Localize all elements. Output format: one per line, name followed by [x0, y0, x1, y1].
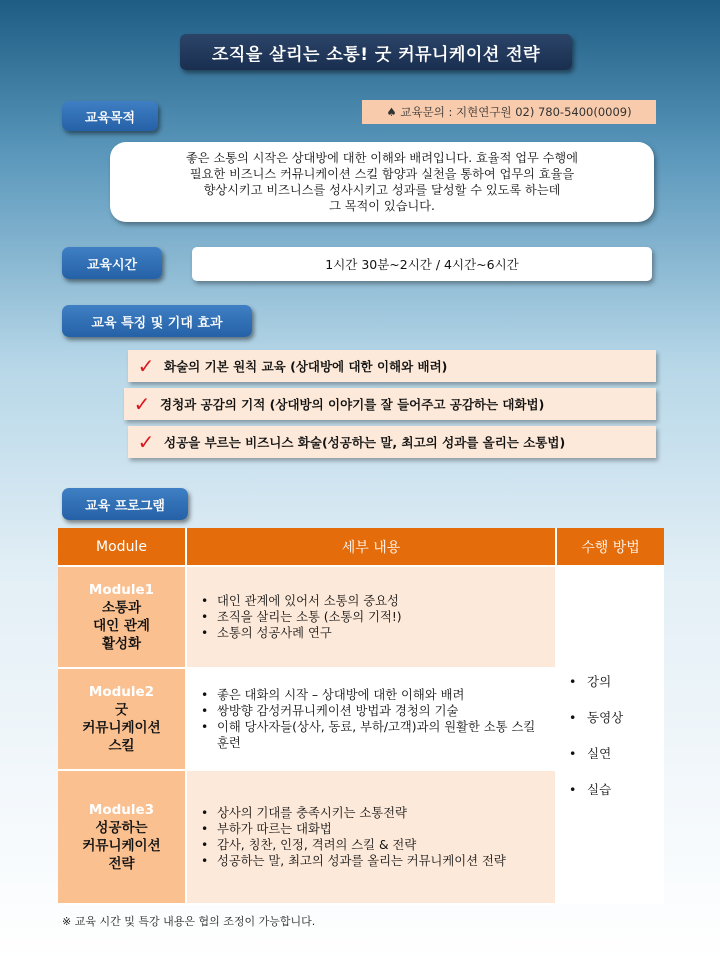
check-mark-icon: ✓: [133, 392, 151, 416]
module-name-line: 활성화: [101, 636, 142, 652]
feature-text: 화술의 기본 원칙 교육 (상대방에 대한 이해와 배려): [164, 359, 448, 374]
content-item: • 감사, 칭찬, 인정, 격려의 스킬 & 전략: [201, 837, 547, 853]
program-label: 교육 프로그램: [62, 488, 188, 520]
method-item: • 동영상: [569, 700, 664, 736]
module-cell: [58, 668, 186, 770]
method-item: • 실연: [569, 736, 664, 772]
module-number: Module2: [88, 684, 155, 700]
method-item: • 강의: [569, 664, 664, 700]
content-cell: [186, 770, 556, 904]
header-module: Module: [58, 528, 186, 566]
module-name-line: 소통과: [101, 600, 142, 616]
page-title: 조직을 살리는 소통! 굿 커뮤니케이션 전략: [180, 34, 572, 70]
module-number: Module3: [88, 802, 155, 818]
content-item: • 이해 당사자들(상사, 동료, 부하/고객)과의 원활한 소통 스킬 훈련: [201, 719, 547, 751]
module-name-line: 성공하는: [95, 820, 148, 836]
content-item: • 상사의 기대를 충족시키는 소통전략: [201, 805, 547, 821]
module-cell: [58, 770, 186, 904]
module-name-line: 전략: [108, 856, 135, 872]
purpose-line: 좋은 소통의 시작은 상대방에 대한 이해와 배려입니다. 효율적 업무 수행에: [186, 151, 578, 165]
content-item: • 성공하는 말, 최고의 성과를 올리는 커뮤니케이션 전략: [201, 853, 547, 869]
check-mark-icon: ✓: [137, 430, 155, 454]
module-name-line: 스킬: [108, 738, 135, 754]
purpose-line: 그 목적이 있습니다.: [329, 199, 435, 213]
content-item: • 쌍방향 감성커뮤니케이션 방법과 경청의 기술: [201, 703, 547, 719]
time-label: 교육시간: [62, 247, 162, 279]
table-header-row: [58, 528, 664, 566]
content-item: • 조직을 살리는 소통 (소통의 기적!): [201, 609, 547, 625]
purpose-line: 필요한 비즈니스 커뮤니케이션 스킬 함양과 실천을 통하여 업무의 효율을: [189, 167, 575, 181]
header-method: 수행 방법: [556, 528, 664, 566]
module-number: Module1: [88, 582, 155, 598]
check-mark-icon: ✓: [137, 354, 155, 378]
program-table: [58, 528, 664, 905]
header-content: 세부 내용: [186, 528, 556, 566]
content-item: • 소통의 성공사례 연구: [201, 625, 547, 641]
method-cell: [556, 566, 664, 904]
table-row: [58, 566, 664, 668]
method-item: • 실습: [569, 772, 664, 808]
content-item: • 좋은 대화의 시작 – 상대방에 대한 이해와 배려: [201, 687, 547, 703]
module-cell: [58, 566, 186, 668]
module-name-line: 굿: [114, 702, 129, 718]
feature-text: 경청과 공감의 기적 (상대방의 이야기를 잘 들어주고 공감하는 대화법): [160, 397, 545, 412]
module-name-line: 커뮤니케이션: [82, 720, 161, 736]
purpose-description: [110, 142, 654, 222]
time-value: 1시간 30분~2시간 / 4시간~6시간: [192, 247, 652, 281]
feature-item: [124, 388, 656, 420]
module-name-line: 대인 관계: [93, 618, 150, 634]
purpose-label: 교육목적: [62, 101, 158, 131]
feature-text: 성공을 부르는 비즈니스 화술(성공하는 말, 최고의 성과를 올리는 소통법): [164, 435, 566, 450]
footnote: ※ 교육 시간 및 특강 내용은 협의 조정이 가능합니다.: [62, 915, 316, 928]
features-label: 교육 특징 및 기대 효과: [62, 305, 252, 337]
content-cell: [186, 668, 556, 770]
feature-item: [128, 350, 656, 382]
content-item: • 부하가 따르는 대화법: [201, 821, 547, 837]
purpose-line: 향상시키고 비즈니스를 성사시키고 성과를 달성할 수 있도록 하는데: [203, 183, 561, 197]
module-name-line: 커뮤니케이션: [82, 838, 161, 854]
feature-item: [128, 426, 656, 458]
content-cell: [186, 566, 556, 668]
contact-info: ♠ 교육문의 : 지현연구원 02) 780-5400(0009): [362, 100, 656, 124]
content-item: • 대인 관계에 있어서 소통의 중요성: [201, 593, 547, 609]
